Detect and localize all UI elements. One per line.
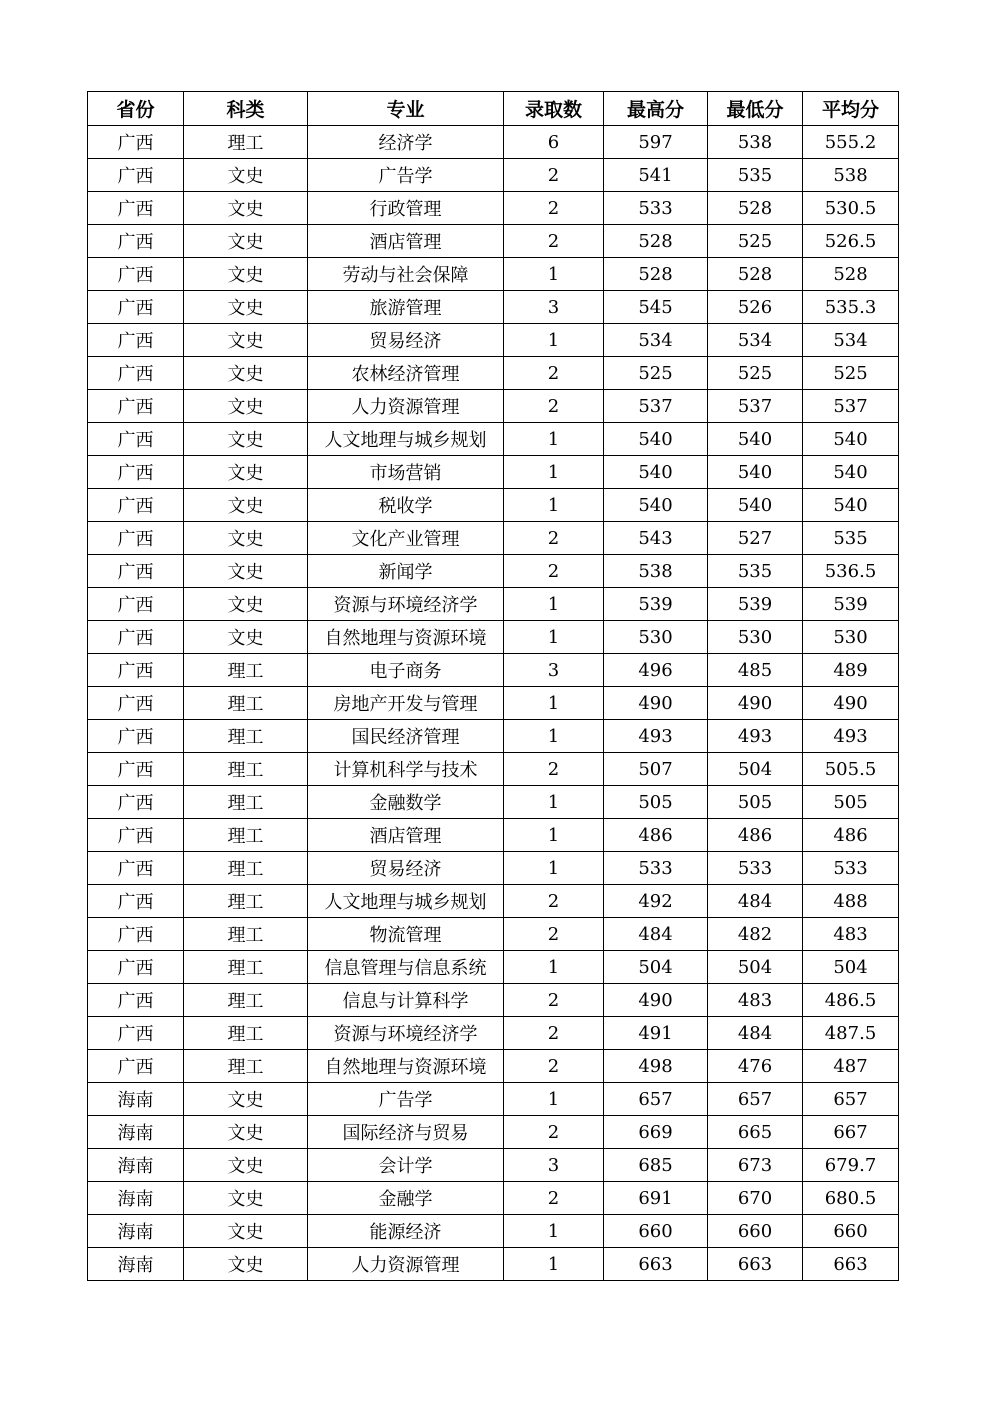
cell-max-score: 539 xyxy=(604,588,708,621)
cell-avg-score: 535.3 xyxy=(803,291,899,324)
cell-category: 文史 xyxy=(184,390,308,423)
cell-province: 广西 xyxy=(88,1050,184,1083)
cell-avg-score: 533 xyxy=(803,852,899,885)
table-row xyxy=(88,786,899,819)
cell-province: 广西 xyxy=(88,621,184,654)
table-row xyxy=(88,654,899,687)
cell-max-score: 685 xyxy=(604,1149,708,1182)
cell-max-score: 543 xyxy=(604,522,708,555)
cell-max-score: 504 xyxy=(604,951,708,984)
cell-category: 理工 xyxy=(184,918,308,951)
cell-avg-score: 657 xyxy=(803,1083,899,1116)
cell-major: 酒店管理 xyxy=(308,819,504,852)
cell-max-score: 533 xyxy=(604,852,708,885)
cell-min-score: 665 xyxy=(708,1116,803,1149)
cell-avg-score: 530.5 xyxy=(803,192,899,225)
header-admitted-count: 录取数 xyxy=(504,92,604,126)
cell-max-score: 660 xyxy=(604,1215,708,1248)
cell-province: 广西 xyxy=(88,192,184,225)
header-avg-score: 平均分 xyxy=(803,92,899,126)
cell-min-score: 534 xyxy=(708,324,803,357)
cell-category: 理工 xyxy=(184,126,308,159)
cell-major: 资源与环境经济学 xyxy=(308,588,504,621)
cell-min-score: 504 xyxy=(708,951,803,984)
cell-province: 广西 xyxy=(88,654,184,687)
table-row xyxy=(88,687,899,720)
cell-admitted-count: 2 xyxy=(504,885,604,918)
cell-min-score: 504 xyxy=(708,753,803,786)
cell-province: 海南 xyxy=(88,1083,184,1116)
table-row xyxy=(88,852,899,885)
cell-admitted-count: 1 xyxy=(504,1083,604,1116)
cell-max-score: 534 xyxy=(604,324,708,357)
cell-major: 税收学 xyxy=(308,489,504,522)
cell-min-score: 537 xyxy=(708,390,803,423)
table-row xyxy=(88,1083,899,1116)
cell-province: 广西 xyxy=(88,390,184,423)
cell-province: 广西 xyxy=(88,291,184,324)
cell-admitted-count: 3 xyxy=(504,291,604,324)
cell-min-score: 540 xyxy=(708,423,803,456)
cell-admitted-count: 2 xyxy=(504,1182,604,1215)
cell-max-score: 540 xyxy=(604,456,708,489)
cell-avg-score: 555.2 xyxy=(803,126,899,159)
cell-avg-score: 667 xyxy=(803,1116,899,1149)
cell-min-score: 476 xyxy=(708,1050,803,1083)
cell-province: 海南 xyxy=(88,1182,184,1215)
cell-admitted-count: 2 xyxy=(504,1116,604,1149)
cell-province: 海南 xyxy=(88,1248,184,1281)
cell-category: 文史 xyxy=(184,291,308,324)
cell-province: 广西 xyxy=(88,918,184,951)
cell-max-score: 490 xyxy=(604,687,708,720)
table-row xyxy=(88,159,899,192)
cell-admitted-count: 2 xyxy=(504,357,604,390)
cell-category: 理工 xyxy=(184,687,308,720)
cell-min-score: 528 xyxy=(708,192,803,225)
cell-admitted-count: 3 xyxy=(504,1149,604,1182)
table-row xyxy=(88,1182,899,1215)
table-row xyxy=(88,324,899,357)
cell-province: 海南 xyxy=(88,1215,184,1248)
cell-category: 文史 xyxy=(184,192,308,225)
cell-province: 广西 xyxy=(88,258,184,291)
header-min-score: 最低分 xyxy=(708,92,803,126)
cell-min-score: 540 xyxy=(708,456,803,489)
cell-major: 经济学 xyxy=(308,126,504,159)
cell-province: 广西 xyxy=(88,951,184,984)
cell-major: 旅游管理 xyxy=(308,291,504,324)
cell-admitted-count: 2 xyxy=(504,522,604,555)
cell-category: 文史 xyxy=(184,489,308,522)
cell-province: 广西 xyxy=(88,423,184,456)
cell-major: 资源与环境经济学 xyxy=(308,1017,504,1050)
cell-max-score: 533 xyxy=(604,192,708,225)
cell-avg-score: 504 xyxy=(803,951,899,984)
cell-major: 贸易经济 xyxy=(308,852,504,885)
cell-category: 文史 xyxy=(184,1149,308,1182)
table-row xyxy=(88,489,899,522)
table-row xyxy=(88,984,899,1017)
cell-avg-score: 660 xyxy=(803,1215,899,1248)
cell-admitted-count: 2 xyxy=(504,390,604,423)
cell-admitted-count: 6 xyxy=(504,126,604,159)
cell-max-score: 691 xyxy=(604,1182,708,1215)
cell-category: 文史 xyxy=(184,456,308,489)
cell-province: 广西 xyxy=(88,126,184,159)
cell-avg-score: 534 xyxy=(803,324,899,357)
table-row xyxy=(88,819,899,852)
cell-max-score: 545 xyxy=(604,291,708,324)
cell-avg-score: 663 xyxy=(803,1248,899,1281)
cell-avg-score: 505.5 xyxy=(803,753,899,786)
table-row xyxy=(88,357,899,390)
cell-admitted-count: 1 xyxy=(504,951,604,984)
cell-admitted-count: 1 xyxy=(504,324,604,357)
cell-max-score: 493 xyxy=(604,720,708,753)
table-row xyxy=(88,456,899,489)
cell-admitted-count: 1 xyxy=(504,852,604,885)
cell-min-score: 484 xyxy=(708,885,803,918)
cell-min-score: 660 xyxy=(708,1215,803,1248)
cell-major: 物流管理 xyxy=(308,918,504,951)
cell-category: 文史 xyxy=(184,1116,308,1149)
cell-category: 理工 xyxy=(184,720,308,753)
cell-avg-score: 490 xyxy=(803,687,899,720)
cell-province: 广西 xyxy=(88,885,184,918)
cell-min-score: 530 xyxy=(708,621,803,654)
cell-category: 文史 xyxy=(184,1215,308,1248)
table-row xyxy=(88,423,899,456)
cell-category: 理工 xyxy=(184,654,308,687)
cell-admitted-count: 2 xyxy=(504,159,604,192)
cell-avg-score: 489 xyxy=(803,654,899,687)
cell-max-score: 530 xyxy=(604,621,708,654)
cell-admitted-count: 1 xyxy=(504,489,604,522)
cell-min-score: 525 xyxy=(708,357,803,390)
cell-major: 能源经济 xyxy=(308,1215,504,1248)
cell-avg-score: 493 xyxy=(803,720,899,753)
cell-min-score: 525 xyxy=(708,225,803,258)
table-row xyxy=(88,753,899,786)
cell-category: 文史 xyxy=(184,159,308,192)
cell-province: 广西 xyxy=(88,1017,184,1050)
cell-major: 信息管理与信息系统 xyxy=(308,951,504,984)
cell-category: 文史 xyxy=(184,522,308,555)
cell-avg-score: 488 xyxy=(803,885,899,918)
cell-avg-score: 538 xyxy=(803,159,899,192)
cell-avg-score: 487.5 xyxy=(803,1017,899,1050)
header-max-score: 最高分 xyxy=(604,92,708,126)
cell-major: 文化产业管理 xyxy=(308,522,504,555)
header-major: 专业 xyxy=(308,92,504,126)
cell-major: 自然地理与资源环境 xyxy=(308,621,504,654)
cell-min-score: 535 xyxy=(708,159,803,192)
cell-category: 文史 xyxy=(184,588,308,621)
header-category: 科类 xyxy=(184,92,308,126)
cell-admitted-count: 2 xyxy=(504,192,604,225)
table-row xyxy=(88,951,899,984)
cell-category: 理工 xyxy=(184,852,308,885)
cell-max-score: 486 xyxy=(604,819,708,852)
cell-major: 市场营销 xyxy=(308,456,504,489)
cell-major: 金融学 xyxy=(308,1182,504,1215)
cell-major: 房地产开发与管理 xyxy=(308,687,504,720)
cell-min-score: 482 xyxy=(708,918,803,951)
cell-admitted-count: 1 xyxy=(504,1215,604,1248)
cell-category: 文史 xyxy=(184,1182,308,1215)
table-row xyxy=(88,1116,899,1149)
cell-admitted-count: 1 xyxy=(504,786,604,819)
cell-min-score: 657 xyxy=(708,1083,803,1116)
cell-min-score: 505 xyxy=(708,786,803,819)
cell-major: 人力资源管理 xyxy=(308,1248,504,1281)
cell-min-score: 490 xyxy=(708,687,803,720)
cell-min-score: 535 xyxy=(708,555,803,588)
cell-major: 人文地理与城乡规划 xyxy=(308,885,504,918)
cell-major: 行政管理 xyxy=(308,192,504,225)
cell-avg-score: 528 xyxy=(803,258,899,291)
cell-province: 广西 xyxy=(88,324,184,357)
cell-max-score: 528 xyxy=(604,258,708,291)
cell-min-score: 540 xyxy=(708,489,803,522)
cell-min-score: 484 xyxy=(708,1017,803,1050)
cell-category: 文史 xyxy=(184,324,308,357)
cell-province: 广西 xyxy=(88,588,184,621)
cell-avg-score: 540 xyxy=(803,423,899,456)
cell-major: 农林经济管理 xyxy=(308,357,504,390)
cell-max-score: 597 xyxy=(604,126,708,159)
cell-major: 人文地理与城乡规划 xyxy=(308,423,504,456)
cell-category: 理工 xyxy=(184,753,308,786)
cell-avg-score: 535 xyxy=(803,522,899,555)
cell-province: 广西 xyxy=(88,456,184,489)
cell-province: 广西 xyxy=(88,984,184,1017)
cell-category: 文史 xyxy=(184,555,308,588)
cell-admitted-count: 2 xyxy=(504,753,604,786)
cell-min-score: 528 xyxy=(708,258,803,291)
cell-avg-score: 539 xyxy=(803,588,899,621)
table-row xyxy=(88,225,899,258)
cell-major: 计算机科学与技术 xyxy=(308,753,504,786)
cell-min-score: 485 xyxy=(708,654,803,687)
cell-admitted-count: 1 xyxy=(504,258,604,291)
cell-admitted-count: 1 xyxy=(504,720,604,753)
cell-max-score: 657 xyxy=(604,1083,708,1116)
cell-major: 国际经济与贸易 xyxy=(308,1116,504,1149)
cell-max-score: 663 xyxy=(604,1248,708,1281)
cell-major: 会计学 xyxy=(308,1149,504,1182)
cell-min-score: 483 xyxy=(708,984,803,1017)
cell-category: 文史 xyxy=(184,225,308,258)
cell-admitted-count: 2 xyxy=(504,1017,604,1050)
cell-avg-score: 680.5 xyxy=(803,1182,899,1215)
cell-category: 文史 xyxy=(184,621,308,654)
cell-min-score: 663 xyxy=(708,1248,803,1281)
cell-avg-score: 537 xyxy=(803,390,899,423)
cell-max-score: 491 xyxy=(604,1017,708,1050)
cell-min-score: 526 xyxy=(708,291,803,324)
table-row xyxy=(88,1017,899,1050)
cell-major: 广告学 xyxy=(308,1083,504,1116)
table-row xyxy=(88,192,899,225)
cell-min-score: 670 xyxy=(708,1182,803,1215)
cell-province: 海南 xyxy=(88,1149,184,1182)
cell-category: 文史 xyxy=(184,258,308,291)
cell-province: 广西 xyxy=(88,819,184,852)
table-row xyxy=(88,1215,899,1248)
cell-province: 广西 xyxy=(88,555,184,588)
cell-avg-score: 526.5 xyxy=(803,225,899,258)
cell-category: 文史 xyxy=(184,1248,308,1281)
cell-max-score: 537 xyxy=(604,390,708,423)
table-row xyxy=(88,555,899,588)
table-row xyxy=(88,885,899,918)
cell-province: 广西 xyxy=(88,786,184,819)
admission-score-table xyxy=(87,91,899,1281)
cell-admitted-count: 1 xyxy=(504,819,604,852)
cell-province: 广西 xyxy=(88,720,184,753)
cell-min-score: 486 xyxy=(708,819,803,852)
cell-major: 酒店管理 xyxy=(308,225,504,258)
table-row xyxy=(88,588,899,621)
cell-admitted-count: 2 xyxy=(504,1050,604,1083)
cell-category: 文史 xyxy=(184,1083,308,1116)
cell-admitted-count: 1 xyxy=(504,456,604,489)
cell-admitted-count: 2 xyxy=(504,555,604,588)
cell-avg-score: 487 xyxy=(803,1050,899,1083)
cell-category: 理工 xyxy=(184,1017,308,1050)
cell-max-score: 498 xyxy=(604,1050,708,1083)
cell-province: 广西 xyxy=(88,159,184,192)
cell-max-score: 505 xyxy=(604,786,708,819)
cell-province: 广西 xyxy=(88,489,184,522)
cell-min-score: 493 xyxy=(708,720,803,753)
cell-max-score: 492 xyxy=(604,885,708,918)
cell-major: 自然地理与资源环境 xyxy=(308,1050,504,1083)
cell-min-score: 539 xyxy=(708,588,803,621)
table-row xyxy=(88,291,899,324)
table-row xyxy=(88,1149,899,1182)
cell-admitted-count: 2 xyxy=(504,984,604,1017)
cell-admitted-count: 3 xyxy=(504,654,604,687)
cell-max-score: 541 xyxy=(604,159,708,192)
cell-min-score: 527 xyxy=(708,522,803,555)
cell-category: 理工 xyxy=(184,951,308,984)
cell-max-score: 540 xyxy=(604,423,708,456)
cell-avg-score: 540 xyxy=(803,489,899,522)
cell-admitted-count: 1 xyxy=(504,1248,604,1281)
cell-major: 贸易经济 xyxy=(308,324,504,357)
cell-category: 理工 xyxy=(184,1050,308,1083)
cell-avg-score: 530 xyxy=(803,621,899,654)
cell-max-score: 528 xyxy=(604,225,708,258)
cell-avg-score: 525 xyxy=(803,357,899,390)
cell-category: 文史 xyxy=(184,357,308,390)
cell-max-score: 525 xyxy=(604,357,708,390)
table-row xyxy=(88,126,899,159)
table-row xyxy=(88,621,899,654)
cell-major: 广告学 xyxy=(308,159,504,192)
cell-category: 文史 xyxy=(184,423,308,456)
cell-major: 劳动与社会保障 xyxy=(308,258,504,291)
cell-category: 理工 xyxy=(184,885,308,918)
cell-major: 人力资源管理 xyxy=(308,390,504,423)
cell-max-score: 496 xyxy=(604,654,708,687)
table-row xyxy=(88,720,899,753)
cell-max-score: 507 xyxy=(604,753,708,786)
cell-min-score: 673 xyxy=(708,1149,803,1182)
cell-admitted-count: 1 xyxy=(504,588,604,621)
cell-major: 信息与计算科学 xyxy=(308,984,504,1017)
cell-max-score: 490 xyxy=(604,984,708,1017)
cell-avg-score: 536.5 xyxy=(803,555,899,588)
header-row xyxy=(88,92,899,126)
cell-province: 广西 xyxy=(88,753,184,786)
header-province: 省份 xyxy=(88,92,184,126)
cell-province: 广西 xyxy=(88,357,184,390)
table-row xyxy=(88,1050,899,1083)
cell-max-score: 669 xyxy=(604,1116,708,1149)
table-row xyxy=(88,390,899,423)
cell-admitted-count: 1 xyxy=(504,423,604,456)
cell-max-score: 538 xyxy=(604,555,708,588)
cell-admitted-count: 1 xyxy=(504,621,604,654)
table-row xyxy=(88,918,899,951)
cell-major: 国民经济管理 xyxy=(308,720,504,753)
cell-avg-score: 679.7 xyxy=(803,1149,899,1182)
cell-max-score: 484 xyxy=(604,918,708,951)
cell-min-score: 538 xyxy=(708,126,803,159)
cell-min-score: 533 xyxy=(708,852,803,885)
cell-province: 广西 xyxy=(88,852,184,885)
cell-admitted-count: 2 xyxy=(504,918,604,951)
cell-category: 理工 xyxy=(184,819,308,852)
cell-category: 理工 xyxy=(184,984,308,1017)
cell-major: 金融数学 xyxy=(308,786,504,819)
cell-admitted-count: 1 xyxy=(504,687,604,720)
table-row xyxy=(88,1248,899,1281)
cell-avg-score: 486.5 xyxy=(803,984,899,1017)
cell-max-score: 540 xyxy=(604,489,708,522)
cell-province: 广西 xyxy=(88,687,184,720)
cell-major: 新闻学 xyxy=(308,555,504,588)
cell-avg-score: 540 xyxy=(803,456,899,489)
cell-avg-score: 486 xyxy=(803,819,899,852)
cell-avg-score: 483 xyxy=(803,918,899,951)
cell-admitted-count: 2 xyxy=(504,225,604,258)
table-row xyxy=(88,522,899,555)
table-row xyxy=(88,258,899,291)
cell-province: 广西 xyxy=(88,522,184,555)
cell-province: 海南 xyxy=(88,1116,184,1149)
cell-avg-score: 505 xyxy=(803,786,899,819)
cell-category: 理工 xyxy=(184,786,308,819)
cell-major: 电子商务 xyxy=(308,654,504,687)
cell-province: 广西 xyxy=(88,225,184,258)
